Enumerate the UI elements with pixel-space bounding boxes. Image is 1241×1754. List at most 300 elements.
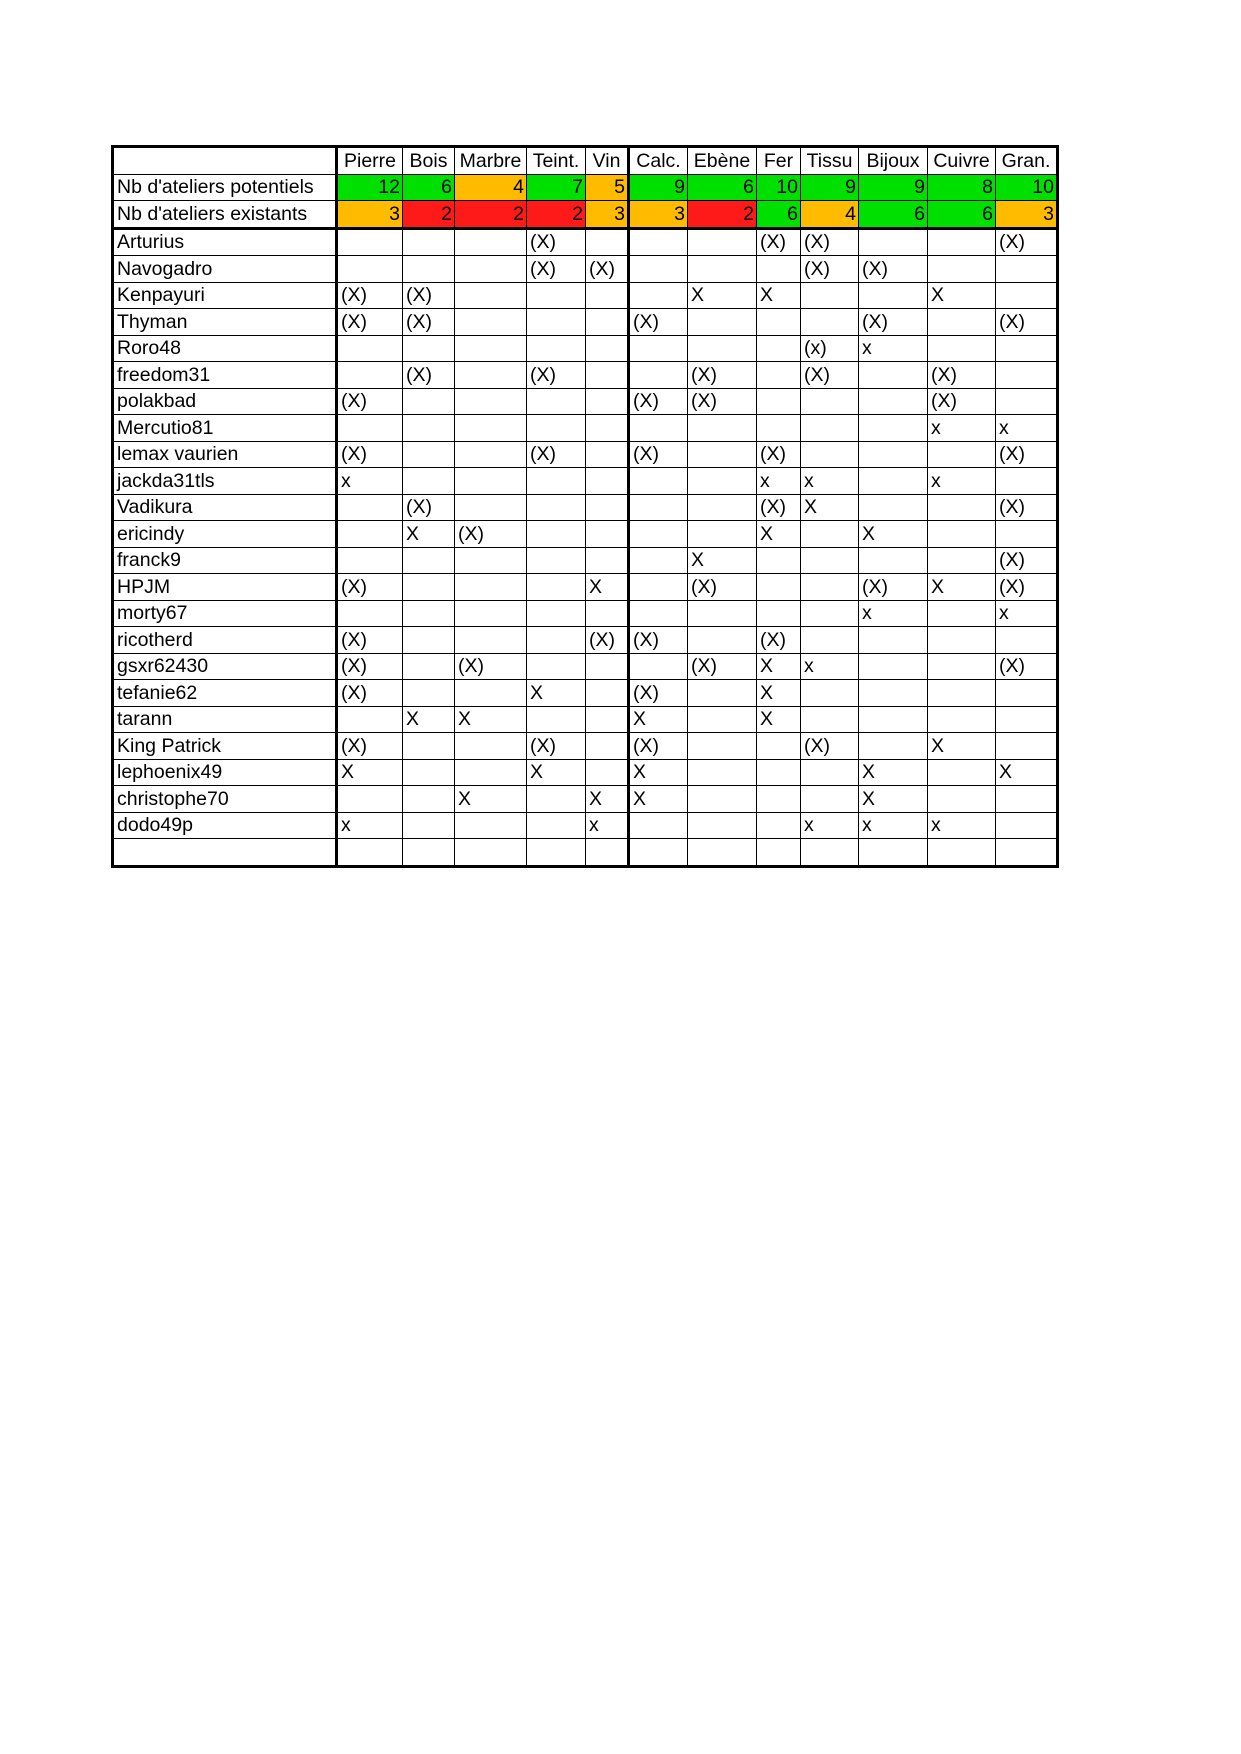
mark-cell: (X) (996, 494, 1058, 521)
player-name: dodo49p (113, 812, 337, 839)
column-header: Teint. (527, 147, 586, 175)
mark-cell (757, 759, 801, 786)
mark-cell (859, 627, 928, 654)
mark-cell (688, 415, 757, 442)
table-row (113, 388, 1058, 415)
mark-cell (629, 256, 688, 283)
mark-cell (928, 441, 996, 468)
mark-cell (403, 759, 455, 786)
mark-cell: (X) (801, 256, 859, 283)
mark-cell (688, 680, 757, 707)
mark-cell (527, 574, 586, 601)
mark-cell (757, 547, 801, 574)
mark-cell: (X) (688, 653, 757, 680)
mark-cell (996, 521, 1058, 548)
mark-cell (928, 759, 996, 786)
empty-cell (337, 839, 403, 867)
mark-cell (629, 362, 688, 389)
mark-cell: x (337, 812, 403, 839)
summary-value-cell: 5 (586, 174, 629, 201)
empty-row (113, 839, 1058, 867)
mark-cell (859, 228, 928, 256)
mark-cell: X (455, 706, 527, 733)
player-name: King Patrick (113, 733, 337, 760)
table-row (113, 228, 1058, 256)
mark-cell (586, 706, 629, 733)
mark-cell (403, 256, 455, 283)
mark-cell: X (527, 759, 586, 786)
mark-cell: (X) (859, 309, 928, 336)
mark-cell: x (801, 468, 859, 495)
mark-cell (337, 335, 403, 362)
mark-cell (403, 441, 455, 468)
mark-cell (586, 335, 629, 362)
summary-row-existants (113, 201, 1058, 229)
mark-cell: X (629, 759, 688, 786)
empty-cell (859, 839, 928, 867)
mark-cell (996, 388, 1058, 415)
player-name: Kenpayuri (113, 282, 337, 309)
mark-cell (928, 228, 996, 256)
mark-cell (455, 733, 527, 760)
mark-cell: X (403, 706, 455, 733)
player-name: ericindy (113, 521, 337, 548)
summary-value-cell: 2 (455, 201, 527, 229)
mark-cell (928, 600, 996, 627)
mark-cell (801, 706, 859, 733)
mark-cell: x (928, 812, 996, 839)
mark-cell (403, 468, 455, 495)
mark-cell (629, 282, 688, 309)
mark-cell (688, 759, 757, 786)
mark-cell (586, 282, 629, 309)
mark-cell (928, 335, 996, 362)
mark-cell: X (757, 653, 801, 680)
mark-cell: x (586, 812, 629, 839)
mark-cell: X (629, 786, 688, 813)
empty-cell (586, 839, 629, 867)
column-header: Vin (586, 147, 629, 175)
mark-cell (928, 309, 996, 336)
mark-cell (757, 335, 801, 362)
mark-cell (403, 600, 455, 627)
mark-cell (455, 362, 527, 389)
mark-cell (455, 388, 527, 415)
table-body (113, 147, 1058, 867)
mark-cell: (X) (337, 627, 403, 654)
mark-cell: (X) (586, 627, 629, 654)
mark-cell (859, 733, 928, 760)
player-name: franck9 (113, 547, 337, 574)
empty-cell (928, 839, 996, 867)
mark-cell (527, 468, 586, 495)
mark-cell: (X) (337, 574, 403, 601)
mark-cell (629, 653, 688, 680)
mark-cell (757, 786, 801, 813)
mark-cell: (X) (586, 256, 629, 283)
summary-value-cell: 2 (688, 201, 757, 229)
mark-cell: (x) (801, 335, 859, 362)
mark-cell (337, 362, 403, 389)
summary-value-cell: 4 (455, 174, 527, 201)
mark-cell (586, 547, 629, 574)
mark-cell (757, 812, 801, 839)
mark-cell: x (859, 812, 928, 839)
summary-value-cell: 6 (403, 174, 455, 201)
mark-cell (586, 309, 629, 336)
mark-cell (403, 388, 455, 415)
mark-cell (455, 441, 527, 468)
mark-cell: (X) (996, 574, 1058, 601)
table-row (113, 574, 1058, 601)
mark-cell (586, 680, 629, 707)
mark-cell: x (337, 468, 403, 495)
mark-cell (403, 680, 455, 707)
table-row (113, 680, 1058, 707)
summary-value-cell: 6 (928, 201, 996, 229)
mark-cell (629, 228, 688, 256)
mark-cell: (X) (859, 256, 928, 283)
player-name: Roro48 (113, 335, 337, 362)
mark-cell (586, 415, 629, 442)
mark-cell: (X) (455, 653, 527, 680)
mark-cell (455, 680, 527, 707)
table-row (113, 706, 1058, 733)
mark-cell (629, 415, 688, 442)
mark-cell (586, 468, 629, 495)
player-name: christophe70 (113, 786, 337, 813)
mark-cell (403, 415, 455, 442)
mark-cell (996, 680, 1058, 707)
mark-cell (337, 494, 403, 521)
column-header: Gran. (996, 147, 1058, 175)
mark-cell (757, 733, 801, 760)
mark-cell (996, 256, 1058, 283)
mark-cell (688, 335, 757, 362)
mark-cell (337, 547, 403, 574)
table-row (113, 733, 1058, 760)
mark-cell (337, 706, 403, 733)
empty-cell (757, 839, 801, 867)
workshop-table (111, 145, 1059, 868)
empty-cell (801, 839, 859, 867)
mark-cell (928, 786, 996, 813)
mark-cell (859, 494, 928, 521)
mark-cell: X (629, 706, 688, 733)
mark-cell (527, 600, 586, 627)
mark-cell (629, 600, 688, 627)
mark-cell (337, 521, 403, 548)
mark-cell (455, 759, 527, 786)
mark-cell (455, 547, 527, 574)
summary-value-cell: 7 (527, 174, 586, 201)
mark-cell (527, 627, 586, 654)
mark-cell: X (586, 786, 629, 813)
mark-cell: X (455, 786, 527, 813)
mark-cell: (X) (757, 627, 801, 654)
mark-cell: (X) (801, 228, 859, 256)
summary-value-cell: 10 (996, 174, 1058, 201)
mark-cell: (X) (859, 574, 928, 601)
column-header: Marbre (455, 147, 527, 175)
mark-cell: X (586, 574, 629, 601)
mark-cell: (X) (688, 362, 757, 389)
mark-cell: (X) (996, 547, 1058, 574)
mark-cell: (X) (337, 388, 403, 415)
mark-cell (859, 706, 928, 733)
summary-value-cell: 12 (337, 174, 403, 201)
mark-cell: X (801, 494, 859, 521)
mark-cell (757, 415, 801, 442)
mark-cell: X (757, 680, 801, 707)
mark-cell (403, 547, 455, 574)
summary-value-cell: 2 (527, 201, 586, 229)
mark-cell (586, 521, 629, 548)
mark-cell (586, 733, 629, 760)
column-header: Cuivre (928, 147, 996, 175)
mark-cell: X (688, 547, 757, 574)
mark-cell: (X) (337, 282, 403, 309)
mark-cell (688, 733, 757, 760)
mark-cell (527, 494, 586, 521)
mark-cell (455, 574, 527, 601)
mark-cell (403, 574, 455, 601)
mark-cell (403, 733, 455, 760)
mark-cell (688, 468, 757, 495)
column-header: Bijoux (859, 147, 928, 175)
mark-cell (527, 521, 586, 548)
mark-cell (757, 574, 801, 601)
summary-value-cell: 6 (859, 201, 928, 229)
mark-cell (996, 812, 1058, 839)
mark-cell (586, 388, 629, 415)
mark-cell: (X) (996, 228, 1058, 256)
player-name: gsxr62430 (113, 653, 337, 680)
mark-cell (403, 812, 455, 839)
mark-cell: (X) (928, 388, 996, 415)
mark-cell (688, 521, 757, 548)
mark-cell (586, 228, 629, 256)
mark-cell (527, 653, 586, 680)
mark-cell (527, 335, 586, 362)
table-row (113, 653, 1058, 680)
mark-cell: (X) (403, 362, 455, 389)
mark-cell (801, 627, 859, 654)
mark-cell: (X) (337, 653, 403, 680)
table-row (113, 627, 1058, 654)
mark-cell (688, 256, 757, 283)
mark-cell: (X) (403, 494, 455, 521)
summary-label: Nb d'ateliers existants (113, 201, 337, 229)
mark-cell: (X) (629, 680, 688, 707)
mark-cell: (X) (629, 441, 688, 468)
mark-cell: (X) (688, 574, 757, 601)
mark-cell: (X) (801, 733, 859, 760)
mark-cell: (X) (455, 521, 527, 548)
mark-cell: (X) (757, 441, 801, 468)
mark-cell: X (757, 706, 801, 733)
mark-cell: (X) (629, 733, 688, 760)
mark-cell (859, 415, 928, 442)
mark-cell (455, 600, 527, 627)
mark-cell: x (996, 415, 1058, 442)
mark-cell (586, 653, 629, 680)
mark-cell: X (859, 521, 928, 548)
mark-cell (403, 786, 455, 813)
mark-cell (996, 733, 1058, 760)
mark-cell (996, 335, 1058, 362)
column-header: Bois (403, 147, 455, 175)
mark-cell: x (928, 468, 996, 495)
mark-cell: (X) (996, 309, 1058, 336)
mark-cell (688, 228, 757, 256)
mark-cell: (X) (996, 441, 1058, 468)
column-header: Pierre (337, 147, 403, 175)
mark-cell (801, 388, 859, 415)
player-name: Mercutio81 (113, 415, 337, 442)
table-row (113, 786, 1058, 813)
summary-value-cell: 3 (996, 201, 1058, 229)
table-row (113, 547, 1058, 574)
player-name: HPJM (113, 574, 337, 601)
mark-cell: X (337, 759, 403, 786)
mark-cell (527, 309, 586, 336)
mark-cell: (X) (337, 733, 403, 760)
mark-cell: (X) (337, 309, 403, 336)
mark-cell (403, 335, 455, 362)
mark-cell (455, 627, 527, 654)
player-name: Arturius (113, 228, 337, 256)
mark-cell (859, 653, 928, 680)
summary-value-cell: 9 (629, 174, 688, 201)
table-row (113, 468, 1058, 495)
mark-cell (688, 627, 757, 654)
player-name: polakbad (113, 388, 337, 415)
mark-cell: X (859, 786, 928, 813)
mark-cell (629, 468, 688, 495)
mark-cell (928, 521, 996, 548)
mark-cell: x (996, 600, 1058, 627)
mark-cell (337, 415, 403, 442)
mark-cell: x (801, 653, 859, 680)
mark-cell (586, 494, 629, 521)
mark-cell: x (859, 335, 928, 362)
mark-cell (527, 388, 586, 415)
table-row (113, 494, 1058, 521)
mark-cell (757, 388, 801, 415)
mark-cell (801, 282, 859, 309)
empty-cell (629, 839, 688, 867)
mark-cell (688, 706, 757, 733)
mark-cell (455, 228, 527, 256)
mark-cell (629, 335, 688, 362)
mark-cell: X (859, 759, 928, 786)
mark-cell (801, 415, 859, 442)
column-header: Calc. (629, 147, 688, 175)
table-row (113, 282, 1058, 309)
mark-cell (928, 627, 996, 654)
mark-cell (337, 228, 403, 256)
table-row (113, 812, 1058, 839)
mark-cell (455, 335, 527, 362)
table-row (113, 600, 1058, 627)
mark-cell (928, 547, 996, 574)
mark-cell (757, 362, 801, 389)
mark-cell: x (757, 468, 801, 495)
mark-cell (757, 309, 801, 336)
mark-cell: (X) (527, 362, 586, 389)
mark-cell (337, 256, 403, 283)
mark-cell: (X) (629, 388, 688, 415)
player-name: lephoenix49 (113, 759, 337, 786)
mark-cell (757, 256, 801, 283)
mark-cell (629, 812, 688, 839)
mark-cell (801, 521, 859, 548)
mark-cell (801, 441, 859, 468)
mark-cell: X (403, 521, 455, 548)
mark-cell (455, 309, 527, 336)
mark-cell (586, 600, 629, 627)
summary-value-cell: 10 (757, 174, 801, 201)
table-row (113, 362, 1058, 389)
mark-cell (629, 521, 688, 548)
mark-cell: (X) (928, 362, 996, 389)
mark-cell: X (928, 574, 996, 601)
mark-cell (801, 574, 859, 601)
mark-cell (688, 441, 757, 468)
mark-cell (527, 415, 586, 442)
empty-cell (688, 839, 757, 867)
mark-cell: x (928, 415, 996, 442)
player-name: tefanie62 (113, 680, 337, 707)
mark-cell: x (801, 812, 859, 839)
mark-cell (996, 786, 1058, 813)
mark-cell: (X) (527, 256, 586, 283)
mark-cell (996, 706, 1058, 733)
mark-cell: X (757, 282, 801, 309)
mark-cell (688, 309, 757, 336)
mark-cell (455, 415, 527, 442)
mark-cell (629, 547, 688, 574)
empty-cell (996, 839, 1058, 867)
mark-cell (629, 574, 688, 601)
mark-cell (996, 282, 1058, 309)
mark-cell (586, 759, 629, 786)
header-row (113, 147, 1058, 175)
table-row (113, 309, 1058, 336)
table-row (113, 441, 1058, 468)
mark-cell (928, 494, 996, 521)
mark-cell (337, 786, 403, 813)
summary-value-cell: 4 (801, 201, 859, 229)
summary-value-cell: 2 (403, 201, 455, 229)
mark-cell (996, 627, 1058, 654)
mark-cell (455, 282, 527, 309)
player-name: lemax vaurien (113, 441, 337, 468)
mark-cell: X (527, 680, 586, 707)
mark-cell: X (996, 759, 1058, 786)
mark-cell: (X) (757, 228, 801, 256)
mark-cell (996, 468, 1058, 495)
mark-cell (859, 388, 928, 415)
mark-cell (757, 600, 801, 627)
summary-value-cell: 9 (801, 174, 859, 201)
mark-cell (527, 706, 586, 733)
empty-cell (403, 839, 455, 867)
summary-label: Nb d'ateliers potentiels (113, 174, 337, 201)
header-corner-cell (113, 147, 337, 175)
empty-cell (113, 839, 337, 867)
